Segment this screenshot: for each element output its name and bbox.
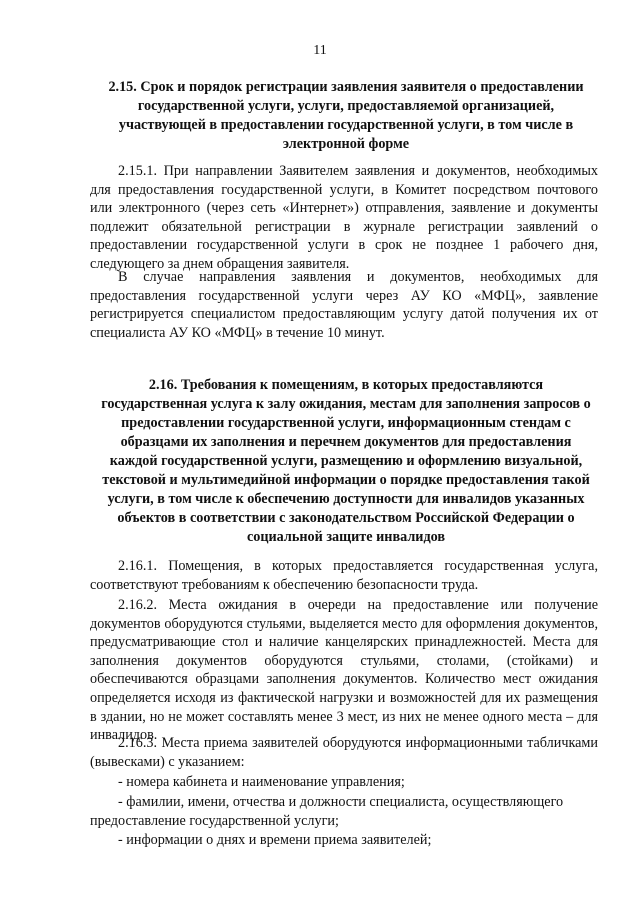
list-item: - номера кабинета и наименование управления; — [118, 774, 405, 790]
section-2-16-heading: 2.16. Требования к помещениям, в которых предоставляются государственная услуга к залу ожидания, местам для заполнения запросов о предоставлении государственной услуги, информационным стендам с образцами их заполнения и перечнем документов для предоставления каждой государственной услуги, размещению и оформлению визуальной, текстовой и мультимедийной информации о порядке предоставления такой услуги, в том числе к обеспечению доступности для инвалидов указанных объектов в соответствии с законодательством Российской Федерации о социальной защите инвалидов — [101, 377, 591, 545]
paragraph-2-16-3: 2.16.3. Места приема заявителей оборудуются информационными табличками (вывесками) с указанием: — [90, 735, 598, 770]
paragraph-2-16-2: 2.16.2. Места ожидания в очереди на предоставление или получение документов оборудуются стульями, выделяется место для оформления документов, предусматривающие стол и наличие канцелярских принадлежностей. Места для заполнения документов оборудуются стульями, столами, (стойками) и обеспечиваются образцами заполнения документов. Количество мест ожидания определяется исходя из фактической нагрузки и возможностей для их размещения в здании, но не может составлять менее 3 мест, из них не менее одного места – для инвалидов. — [90, 597, 598, 744]
list-item: - информации о днях и времени приема заявителей; — [118, 832, 432, 848]
page-number: 11 — [313, 43, 327, 58]
paragraph-2-15-1: 2.15.1. При направлении Заявителем заявления и документов, необходимых для предоставления государственной услуги, в Комитет посредством почтового или электронного (через сеть «Интернет») отправления, заявление и документы подлежит обязательной регистрации в журнале регистрации заявлений о предоставлении государственной услуги в срок не позднее 1 рабочего дня, следующего за днем обращения заявителя. — [90, 163, 598, 272]
section-2-15-heading: 2.15. Срок и порядок регистрации заявления заявителя о предоставлении государственной услуги, услуги, предоставляемой организацией, участвующей в предоставлении государственной услуги, в том числе в электронной форме — [108, 79, 584, 152]
paragraph-2-15-2: В случае направления заявления и документов, необходимых для предоставления государственной услуги через АУ КО «МФЦ», заявление регистрируется специалистом предоставляющим услугу датой получения их от специалиста АУ КО «МФЦ» в течение 10 минут. — [90, 269, 598, 341]
paragraph-2-16-1: 2.16.1. Помещения, в которых предоставляется государственная услуга, соответствуют требованиям к обеспечению безопасности труда. — [90, 558, 598, 593]
list-item: - фамилии, имени, отчества и должности специалиста, осуществляющего предоставление государственной услуги; — [90, 794, 564, 829]
